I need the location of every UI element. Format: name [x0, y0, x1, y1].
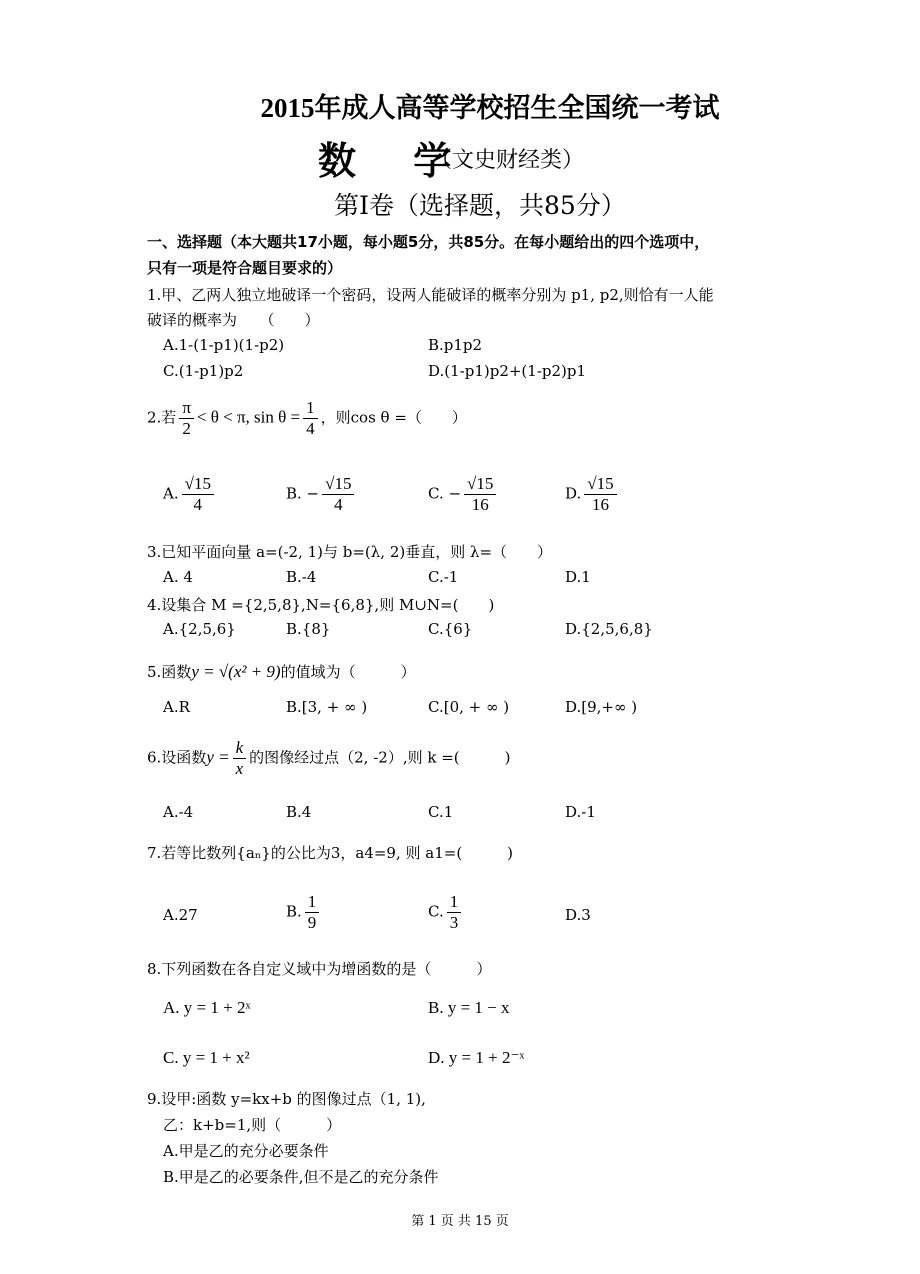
q2-d-den: 16 — [591, 495, 609, 514]
q4-option-d: D.{2,5,6,8} — [565, 620, 653, 638]
q4-option-a: A.{2,5,6} — [163, 620, 236, 638]
section-heading-line2: 只有一项是符合题目要求的） — [147, 259, 343, 277]
q7-b-den: 9 — [307, 913, 317, 932]
q2-stem — [147, 398, 467, 439]
q6-suffix: 的图像经过点（2, -2）,则 k =( ) — [249, 748, 511, 767]
q2-one: 1 — [303, 398, 318, 419]
q8-option-b: B. y = 1 − x — [428, 998, 510, 1017]
q2-c-num: √15 — [464, 474, 496, 495]
q1-stem-line2: 破译的概率为 （ ） — [147, 311, 320, 329]
q6-option-c: C.1 — [428, 803, 454, 821]
q1-option-b: B.p1p2 — [428, 336, 483, 354]
q6-frac-k-x — [233, 738, 247, 779]
q5-expression: y = √(x² + 9) — [191, 662, 281, 681]
q7-c-num: 1 — [447, 892, 462, 913]
q5-option-d: D.[9,+∞ ) — [565, 698, 638, 716]
subject-category: （文史财经类） — [430, 148, 585, 173]
q5-option-a: A.R — [163, 698, 190, 716]
q7-option-d: D.3 — [565, 906, 591, 924]
q7-stem: 7.若等比数列{aₙ}的公比为3，a4=9, 则 a1=( ) — [147, 844, 514, 862]
q1-option-d: D.(1-p1)p2+(1-p2)p1 — [428, 362, 587, 380]
q5-option-b: B.[3, + ∞ ) — [286, 698, 368, 716]
q9-option-b: B.甲是乙的必要条件,但不是乙的充分条件 — [163, 1168, 439, 1186]
q2-suffix: ，则cos θ =（ ） — [320, 408, 467, 427]
q9-stem-line1: 9.设甲:函数 y=kx+b 的图像过点（1, 1), — [147, 1090, 426, 1108]
q5-suffix: 的值域为（ ） — [280, 663, 416, 681]
q2-option-b — [286, 474, 357, 515]
q2-ineq: < θ < π, sin θ = — [196, 407, 301, 427]
q6-option-b: B.4 — [286, 803, 312, 821]
q1-option-a: A.1-(1-p1)(1-p2) — [163, 336, 285, 354]
subject-title: 数 学 — [318, 139, 474, 183]
q7-c-label: C. — [428, 902, 444, 921]
page-footer: 第 1 页 共 15 页 — [411, 1214, 509, 1229]
q3-option-c: C.-1 — [428, 568, 459, 586]
q6-stem — [147, 738, 511, 779]
q2-c-den: 16 — [471, 495, 489, 514]
part-title: 第Ⅰ卷（选择题，共85分） — [334, 191, 626, 220]
q7-b-num: 1 — [305, 892, 320, 913]
q3-option-a: A. 4 — [163, 568, 193, 586]
q2-d-num: √15 — [584, 474, 616, 495]
q6-x: x — [235, 759, 244, 778]
q2-four: 4 — [306, 419, 315, 438]
q2-pi: π — [179, 398, 194, 419]
q2-a-label: A. — [163, 484, 179, 503]
q1-option-c: C.(1-p1)p2 — [163, 362, 244, 380]
q8-stem: 8.下列函数在各自定义域中为增函数的是（ ） — [147, 960, 492, 978]
q2-c-label: C. − — [428, 484, 462, 503]
q2-b-num: √15 — [322, 474, 354, 495]
q1-stem-line1: 1.甲、乙两人独立地破译一个密码，设两人能破译的概率分别为 p1, p2,则恰有一人能 — [147, 286, 714, 304]
q2-a-den: 4 — [193, 495, 203, 514]
q8-option-a: A. y = 1 + 2ˣ — [163, 998, 251, 1017]
q6-y: y = — [206, 747, 230, 767]
exam-title: 2015年成人高等学校招生全国统一考试 — [260, 93, 720, 123]
q4-option-c: C.{6} — [428, 620, 473, 638]
q5-option-c: C.[0, + ∞ ) — [428, 698, 510, 716]
q8-option-d: D. y = 1 + 2⁻ˣ — [428, 1048, 525, 1067]
q2-d-label: D. — [565, 484, 582, 503]
q2-prefix: 2.若 — [147, 408, 177, 427]
q3-stem: 3.已知平面向量 a=(-2, 1)与 b=(λ, 2)垂直，则 λ=（ ） — [147, 543, 553, 561]
q2-two: 2 — [182, 419, 191, 438]
q2-option-c — [428, 474, 499, 515]
q2-frac-1-4 — [303, 398, 318, 439]
q2-a-num: √15 — [182, 474, 214, 495]
q2-frac-pi-2 — [179, 398, 194, 439]
q9-stem-line2: 乙：k+b=1,则（ ） — [163, 1116, 342, 1134]
q6-k: k — [233, 738, 247, 759]
q6-prefix: 6.设函数 — [147, 748, 207, 767]
q4-option-b: B.{8} — [286, 620, 331, 638]
q2-option-d — [565, 474, 620, 515]
q8-option-c: C. y = 1 + x² — [163, 1048, 250, 1067]
q7-option-c — [428, 892, 464, 933]
q7-c-den: 3 — [449, 913, 459, 932]
q6-option-a: A.-4 — [163, 803, 194, 821]
q4-stem: 4.设集合 M ={2,5,8},N={6,8},则 M∪N=( ) — [147, 596, 495, 614]
q2-option-a — [163, 474, 217, 515]
q5-prefix: 5.函数 — [147, 663, 192, 681]
q3-option-d: D.1 — [565, 568, 591, 586]
q7-option-b — [286, 892, 322, 933]
q9-option-a: A.甲是乙的充分必要条件 — [163, 1142, 329, 1160]
section-heading-line1: 一、选择题（本大题共17小题，每小题5分，共85分。在每小题给出的四个选项中， — [147, 233, 710, 251]
q5-stem — [147, 661, 416, 682]
q2-b-label: B. − — [286, 484, 320, 503]
q7-b-label: B. — [286, 902, 302, 921]
q3-option-b: B.-4 — [286, 568, 317, 586]
q2-b-den: 4 — [334, 495, 343, 514]
q7-option-a: A.27 — [163, 906, 198, 924]
q6-option-d: D.-1 — [565, 803, 596, 821]
